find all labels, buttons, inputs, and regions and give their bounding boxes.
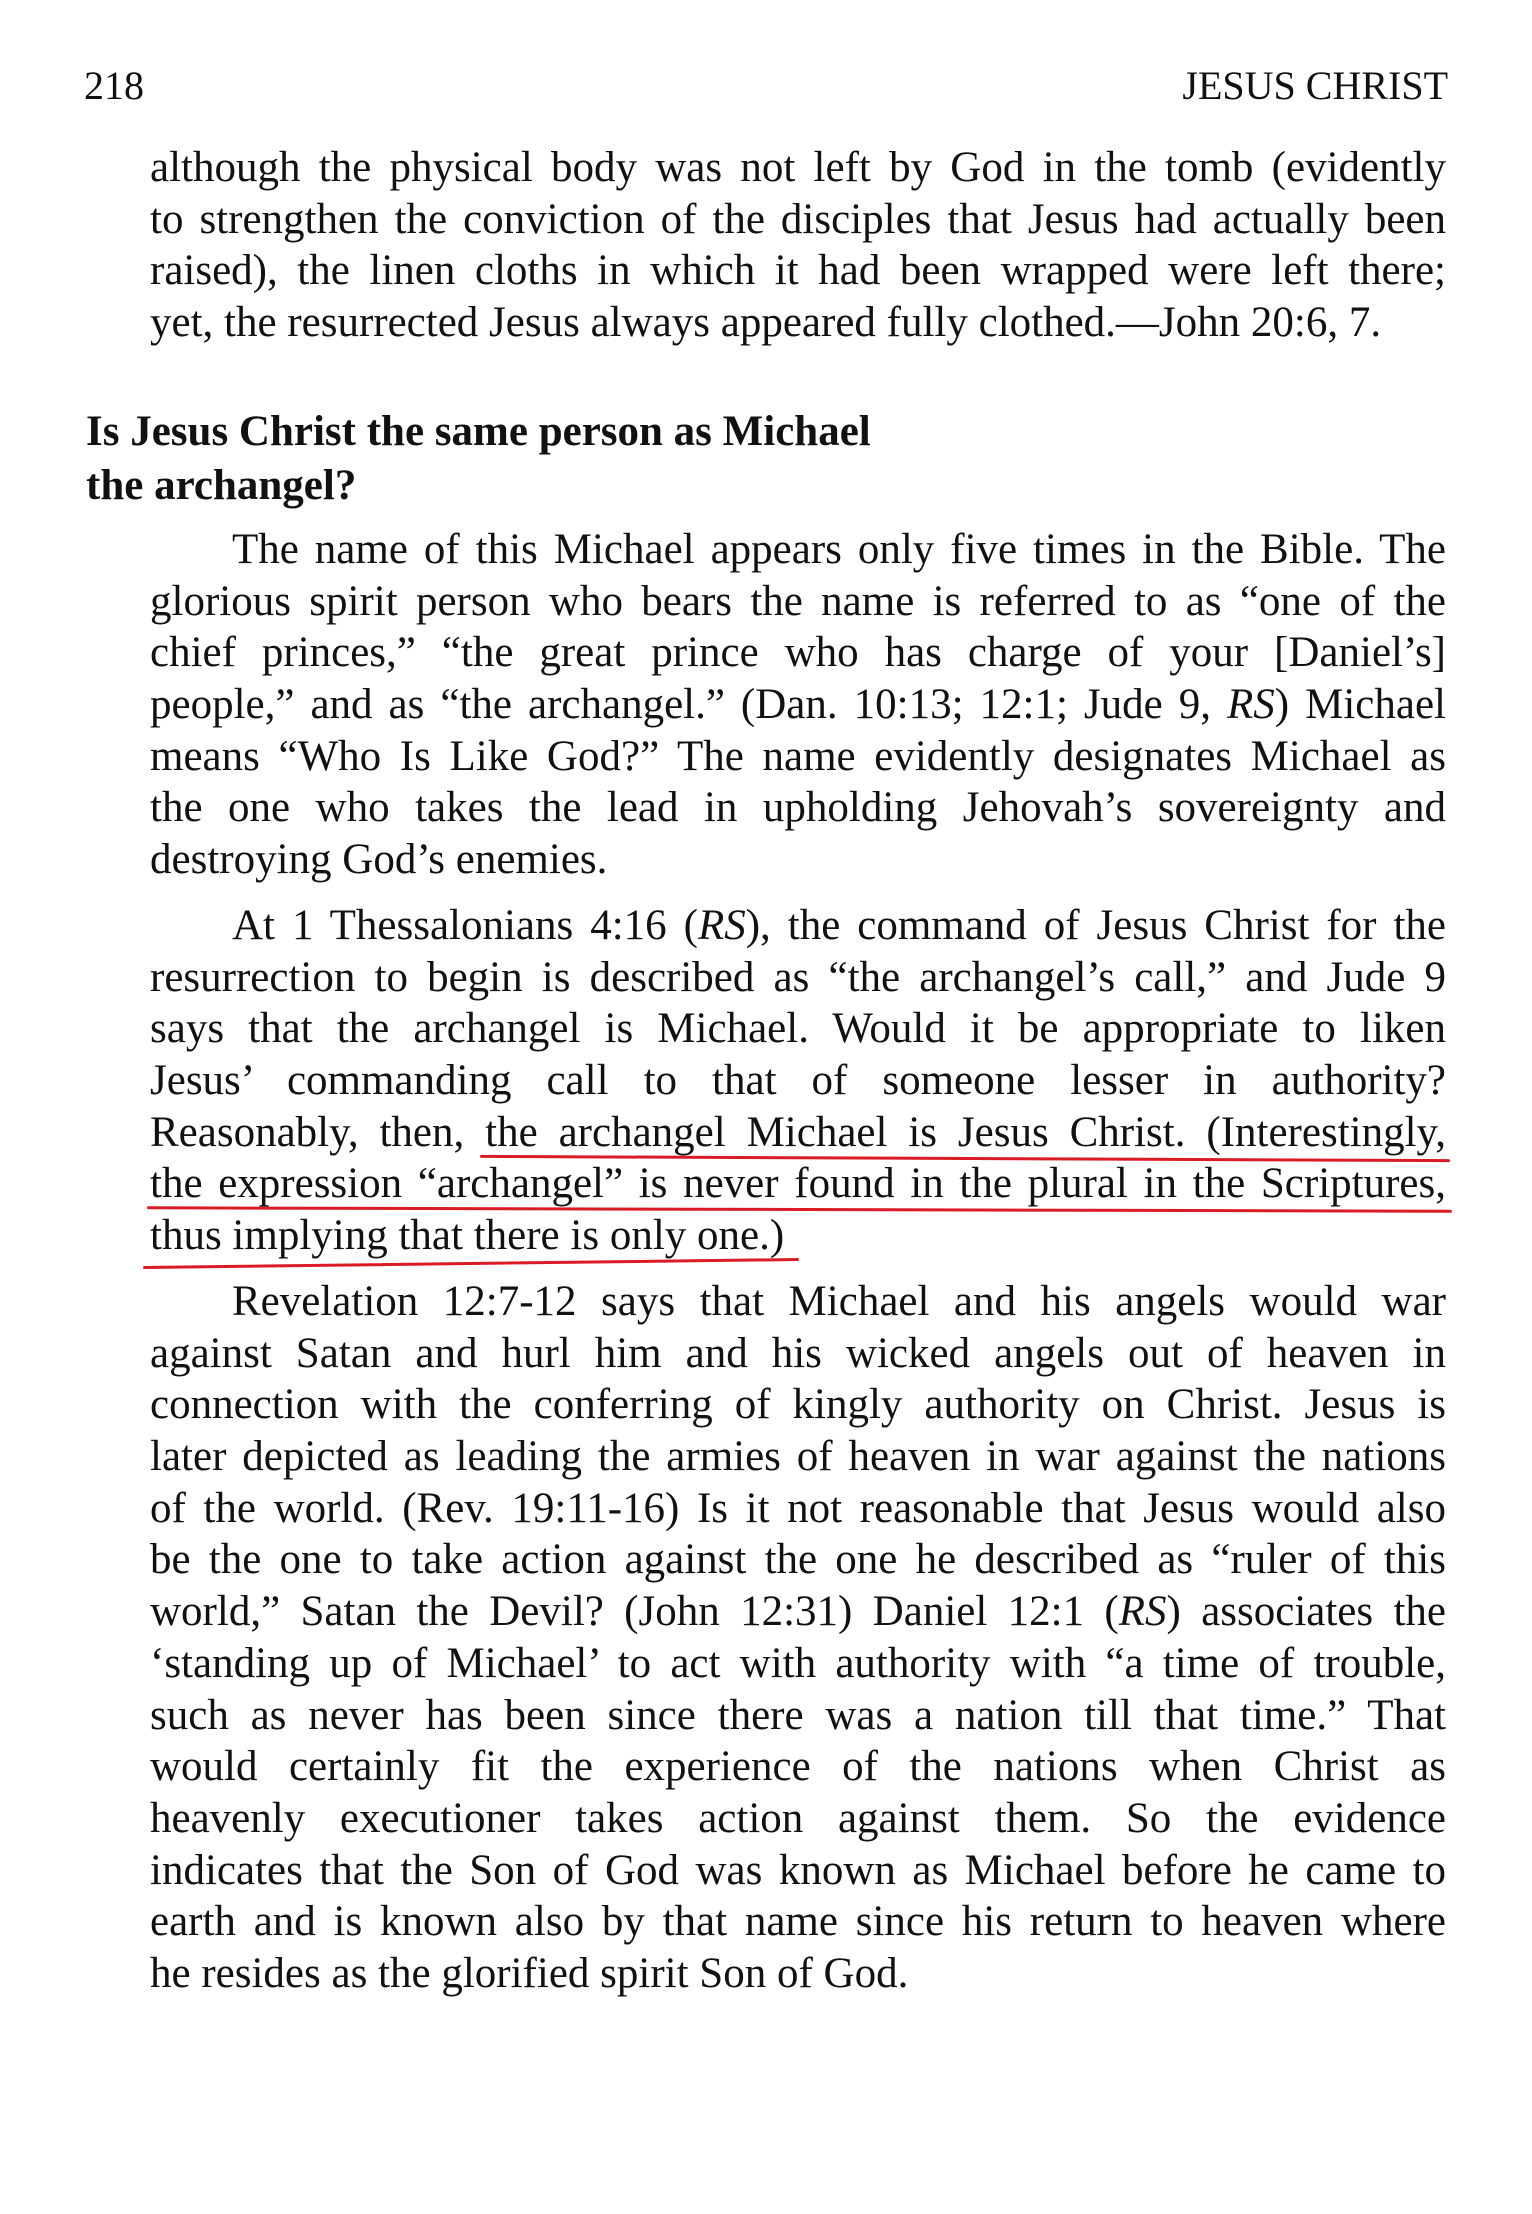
text-line: destroying God’s enemies. <box>150 836 608 884</box>
citation-rs: RS <box>697 902 746 949</box>
text-line <box>150 900 1446 952</box>
page-number: 218 <box>84 63 144 108</box>
text-line: The name of this Michael appears only five times in the Bible. The <box>232 526 1446 573</box>
text-run: At 1 Thessalonians 4:16 ( <box>232 902 698 949</box>
text-line: indicates that the Son of God was known as Michael before he came to <box>150 1846 1446 1894</box>
text-line <box>150 1586 1446 1638</box>
text-line: resurrection to begin is described as “the archangel’s call,” and Jude 9 <box>150 953 1446 1001</box>
heading-line: the archangel? <box>86 462 357 509</box>
text-line: against Satan and hurl him and his wicked angels out of heaven in <box>150 1329 1446 1377</box>
paragraph-3 <box>150 1276 1446 2000</box>
text-line: connection with the conferring of kingly authority on Christ. Jesus is <box>150 1381 1446 1429</box>
text-line: says that the archangel is Michael. Would it be appropriate to liken <box>150 1005 1446 1053</box>
text-line: means “Who Is Like God?” The name evidently designates Michael as <box>150 732 1446 780</box>
text-line <box>150 679 1446 731</box>
running-head: JESUS CHRIST <box>1182 63 1448 108</box>
text-line: although the physical body was not left by God in the tomb (evidently <box>150 144 1446 191</box>
text-line: yet, the resurrected Jesus always appeared fully clothed.—John 20:6, 7. <box>150 299 1382 347</box>
text-line: ‘standing up of Michael’ to act with authority with “a time of trouble, <box>150 1639 1446 1687</box>
text-run: ) associates the <box>1166 1588 1446 1636</box>
text-line: glorious spirit person who bears the name is referred to as “one of the <box>150 577 1446 625</box>
text-run: people,” and as “the archangel.” (Dan. 10:13; 12:1; Jude 9, <box>150 681 1228 729</box>
text-line: earth and is known also by that name since his return to heaven where <box>150 1898 1446 1946</box>
text-line: chief princes,” “the great prince who has charge of your [Daniel’s] <box>150 629 1446 677</box>
heading-line: Is Jesus Christ the same person as Michael <box>86 408 871 455</box>
text-line: would certainly fit the experience of the nations when Christ as <box>150 1743 1446 1791</box>
section-heading <box>86 405 871 513</box>
text-line: such as never has been since there was a nation till that time.” That <box>150 1691 1446 1739</box>
text-line: thus implying that there is only one.) <box>150 1212 785 1260</box>
text-line: Jesus’ commanding call to that of someone lesser in authority? <box>150 1057 1446 1105</box>
text-line: of the world. (Rev. 19:11-16) Is it not reasonable that Jesus would also <box>150 1484 1446 1532</box>
text-line: Reasonably, then, the archangel Michael is Jesus Christ. (Interestingly, <box>150 1108 1446 1156</box>
intro-paragraph <box>150 142 1446 349</box>
paragraph-1 <box>150 524 1446 886</box>
text-line: he resides as the glorified spirit Son of God. <box>150 1949 909 1997</box>
citation-rs: RS <box>1227 681 1275 729</box>
text-line: the one who takes the lead in upholding Jehovah’s sovereignty and <box>150 784 1446 832</box>
citation-rs: RS <box>1118 1588 1167 1636</box>
text-run: ) Michael <box>1274 681 1447 729</box>
text-line: be the one to take action against the one he described as “ruler of this <box>150 1536 1446 1584</box>
text-line: to strengthen the conviction of the disciples that Jesus had actually been <box>150 195 1446 243</box>
text-line: raised), the linen cloths in which it had been wrapped were left there; <box>150 247 1446 295</box>
text-line: the expression “archangel” is never found in the plural in the Scriptures, <box>150 1160 1446 1208</box>
text-line: Revelation 12:7-12 says that Michael and his angels would war <box>232 1278 1446 1325</box>
text-run: ), the command of Jesus Christ for the <box>745 902 1446 949</box>
text-line: heavenly executioner takes action against them. So the evidence <box>150 1794 1446 1842</box>
page-header <box>84 62 1448 112</box>
text-run: world,” Satan the Devil? (John 12:31) Daniel 12:1 ( <box>150 1588 1119 1636</box>
text-line: later depicted as leading the armies of heaven in war against the nations <box>150 1433 1446 1481</box>
